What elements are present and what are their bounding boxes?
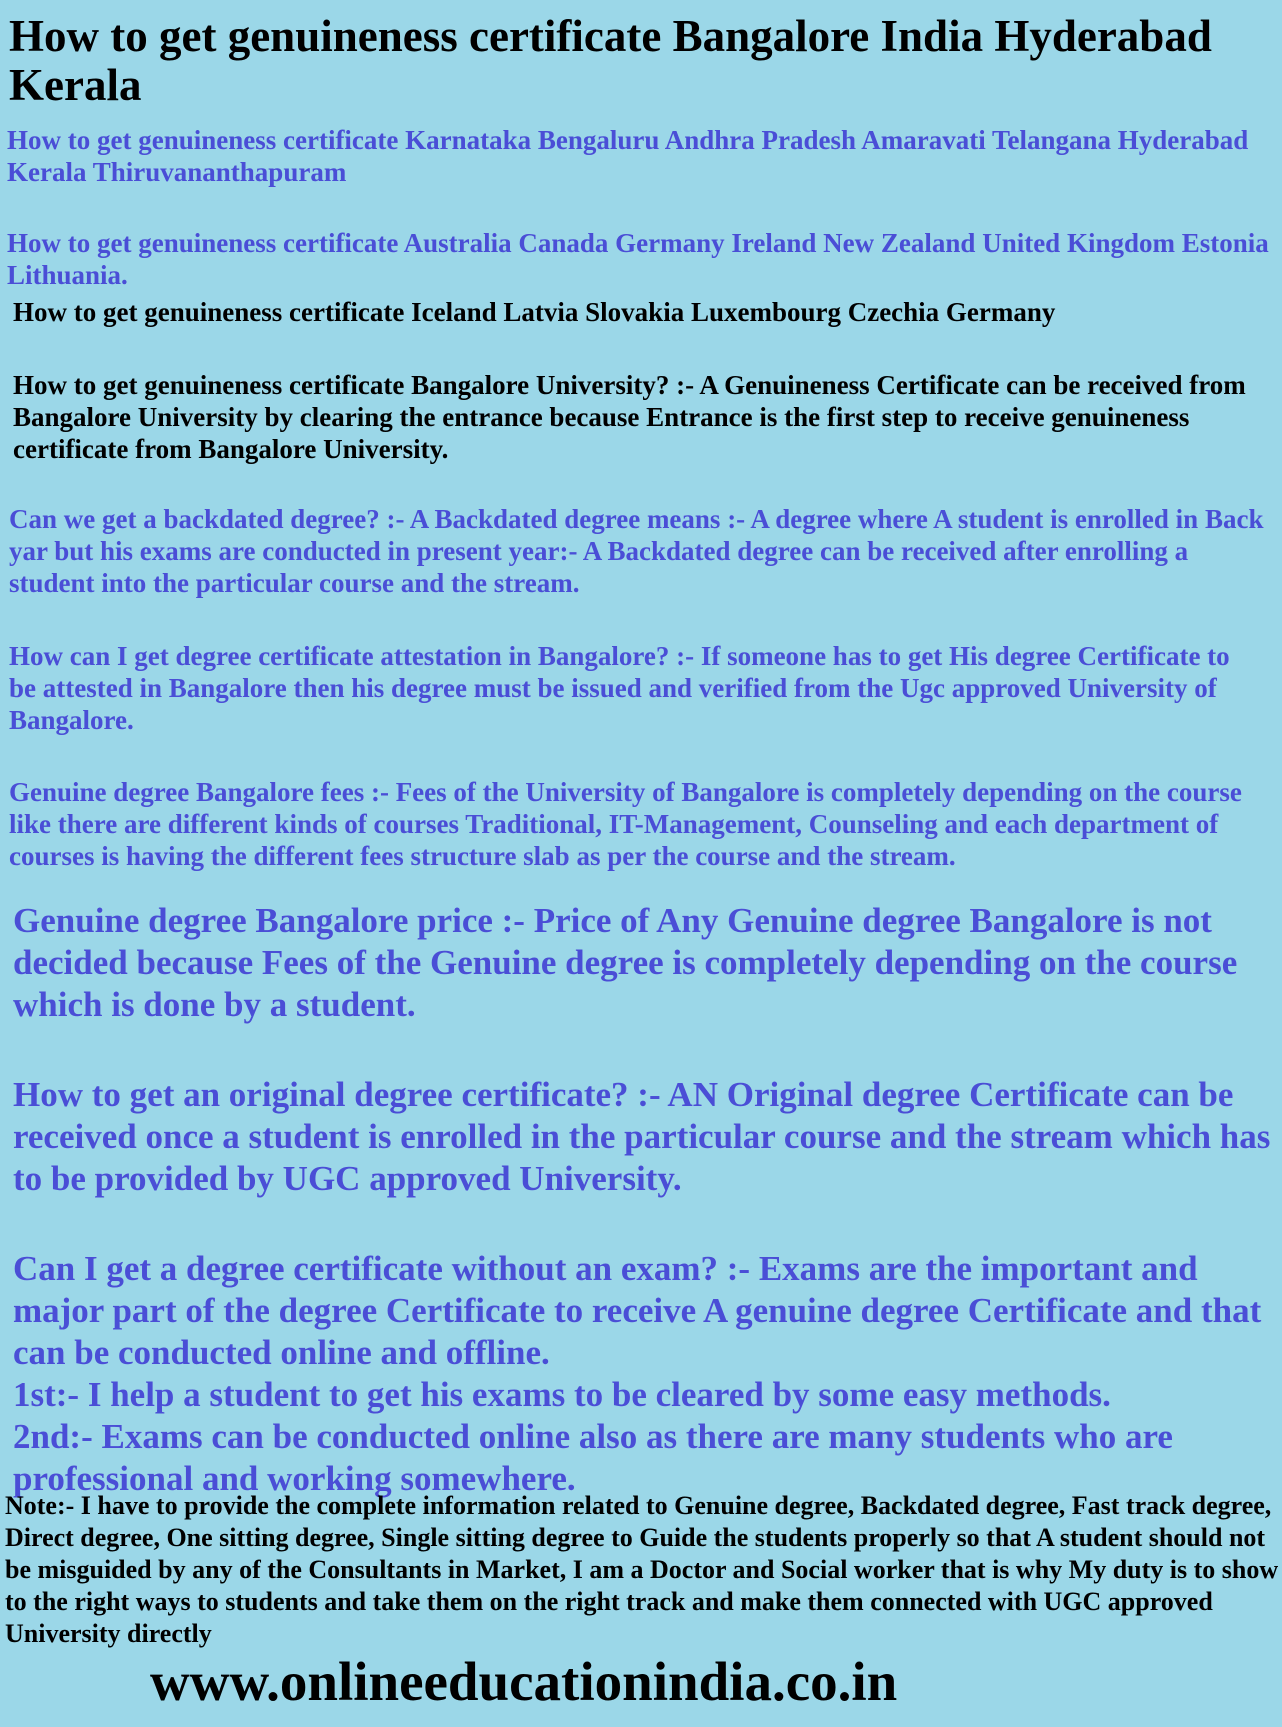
paragraph-fees: Genuine degree Bangalore fees :- Fees of the University of Bangalore is completely depending on the course like there are different kinds of courses Traditional, IT-Management, Counseling and each department of courses is having the different fees structure slab as per the course and the stream. xyxy=(9,777,1242,871)
exam-point-1: 1st:- I help a student to get his exams to be cleared by some easy methods. xyxy=(13,1375,1111,1414)
page-title: How to get genuineness certificate Bangalore India Hyderabad Kerala xyxy=(9,11,1212,110)
paragraph-bangalore-university: How to get genuineness certificate Bangalore University? :- A Genuineness Certificate can be received from Bangalore University by clearing the entrance because Entrance is the first step to receive genuineness certificate from Bangalore University. xyxy=(13,370,1246,464)
subheading-karnataka: How to get genuineness certificate Karnataka Bengaluru Andhra Pradesh Amaravati Telangana Hyderabad Kerala Thiruvananthapuram xyxy=(7,125,1249,187)
section-exam xyxy=(13,1248,1278,1500)
paragraph-attestation: How can I get degree certificate attestation in Bangalore? :- If someone has to get His degree Certificate to be attested in Bangalore then his degree must be issued and verified from the Ugc approved University of Bangalore. xyxy=(9,641,1230,735)
subheading-europe: How to get genuineness certificate Iceland Latvia Slovakia Luxembourg Czechia Germany xyxy=(13,297,1056,327)
subheading-countries: How to get genuineness certificate Australia Canada Germany Ireland New Zealand United Kingdom Estonia Lithuania. xyxy=(7,228,1269,290)
website-url: www.onlineeducationindia.co.in xyxy=(150,1651,898,1712)
exam-point-2: 2nd:- Exams can be conducted online also as there are many students who are professional and working somewhere. xyxy=(13,1417,1173,1498)
paragraph-backdated-degree: Can we get a backdated degree? :- A Backdated degree means :- A degree where A student is enrolled in Back yar but his exams are conducted in present year:- A Backdated degree can be received after enrolling a student into the particular course and the stream. xyxy=(9,504,1264,598)
paragraph-exam: Can I get a degree certificate without an exam? :- Exams are the important and major part of the degree Certificate to receive A genuine degree Certificate and that can be conducted online and offline. xyxy=(13,1249,1262,1372)
note-paragraph: Note:- I have to provide the complete information related to Genuine degree, Backdated degree, Fast track degree, Direct degree, One sitting degree, Single sitting degree to Guide the students properly so that A student should not be misguided by any of the Consultants in Market, I am a Doctor and Social worker that is why My duty is to show to the right ways to students and take them on the right track and make them connected with UGC approved University directly xyxy=(5,1491,1279,1648)
paragraph-price: Genuine degree Bangalore price :- Price of Any Genuine degree Bangalore is not decided because Fees of the Genuine degree is completely depending on the course which is done by a student. xyxy=(13,901,1238,1024)
paragraph-original-certificate: How to get an original degree certificate? :- AN Original degree Certificate can be received once a student is enrolled in the particular course and the stream which has to be provided by UGC approved University. xyxy=(13,1075,1271,1198)
